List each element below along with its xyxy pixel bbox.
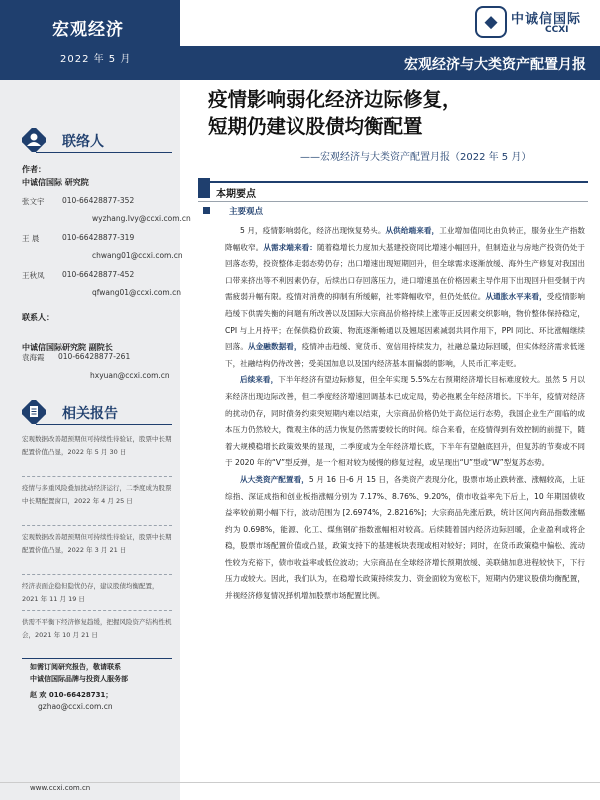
series-title: 宏观经济 [52, 20, 124, 40]
keypoints-rule [198, 181, 588, 183]
report-divider [22, 610, 172, 611]
report-divider [22, 476, 172, 477]
authors-org: 中诚信国际 研究院 [22, 178, 89, 187]
report-title [208, 86, 588, 140]
report-subtitle: ——宏观经济与大类资产配置月报（2022 年 5 月） [300, 152, 532, 163]
subscribe-divider [22, 658, 172, 659]
logo-mark-icon: ◆ [475, 6, 507, 38]
author-phone: 010-66428877-452 [62, 270, 135, 279]
paragraph-text: 随着稳增长力度加大基建投资同比增速小幅回升，但制造业与房地产投资仍处于回落态势，投资整体走弱态势仍存；出口增速出现短期回升，但全球需求逐渐放缓、海外生产修复对我国出口带来挤出等不利因素仍存，后续出口存回落压力，进口增速虽在价格因素主导作用下出现回升但受制于内需疲弱升幅有限。疫情对消费的抑制有所缓解，社零降幅收窄，但仍处低位。 [225, 242, 586, 302]
related-report-item[interactable]: 宏观数据改善超预期但可持续性待验证，股票中长期配置价值凸显，2022 年 5 月 30 日 [22, 435, 172, 456]
logo-en-text: CCXI [545, 25, 569, 35]
reports-icon [22, 400, 46, 424]
sidebar [0, 80, 191, 800]
paragraph-text: 疫情冲击趋缓、宽货币、宽信用持续发力，社融总量边际回暖，但实体经济需求低迷下，社融结构仍待改善；受美国加息以及国内经济基本面偏弱的影响，人民币汇率走贬。 [225, 342, 586, 368]
report-title-line1: 疫情影响弱化经济边际修复， [208, 88, 462, 111]
contact-label: 联系人： [22, 313, 54, 322]
website-link[interactable]: www.ccxi.com.cn [30, 784, 91, 792]
keypoints-divider [198, 201, 588, 202]
contact-email[interactable]: hxyuan@ccxi.com.cn [90, 371, 170, 380]
author-phone: 010-66428877-319 [62, 233, 135, 242]
subscribe-line2: 中诚信国际品牌与投资人服务部 [30, 675, 128, 683]
paragraph-text: 5 月，疫情影响弱化，经济出现恢复势头。 [240, 226, 386, 235]
company-logo [475, 6, 595, 40]
subscribe-email[interactable]: gzhao@ccxi.com.cn [38, 702, 113, 711]
author-name: 张文宇 [22, 197, 45, 206]
logo-cn-text: 中诚信国际 [511, 12, 582, 27]
keypoints-title: 本期要点 [216, 189, 256, 200]
paragraph-lead-phrase: 从需求端来看： [263, 242, 317, 252]
paragraph-outlook [225, 372, 585, 472]
square-bullet-icon [203, 207, 210, 214]
authors-label: 作者： [22, 165, 46, 174]
header-band [180, 46, 600, 80]
author-name: 王秋凤 [22, 271, 45, 280]
paragraph-lead-phrase: 从供给端来看， [385, 226, 440, 235]
main-points-label: 主要观点 [229, 207, 264, 217]
paragraph-lead-phrase: 后续来看， [240, 375, 279, 385]
keypoints-tab-marker [198, 178, 210, 198]
header-band-title: 宏观经济与大类资产配置月报 [404, 57, 586, 73]
report-title-line2: 短期仍建议股债均衡配置 [208, 115, 423, 138]
contacts-divider [36, 152, 172, 153]
header-series-panel [0, 0, 180, 80]
paragraph-lead-phrase: 从金融数据看， [247, 342, 302, 352]
related-report-item[interactable]: 经济表面企稳但隐忧仍存，建议股债均衡配置，2021 年 11 月 19 日 [22, 582, 159, 603]
report-date: 2022 年 5 月 [60, 54, 132, 65]
author-name: 王 晨 [22, 234, 40, 243]
paragraph-supply-demand [225, 223, 585, 372]
contacts-title: 联络人 [62, 134, 104, 150]
footer-rule [0, 782, 600, 783]
paragraph-text: 5 月 16 日-6 月 15 日，各类资产表现分化，股票市场止跌转涨、涨幅较高，上证综指、深证成指和创业板指涨幅分别为 7.17%、8.76%、9.20%，债市收益率先下后上，10 年期国债收益率较前期小幅下行，波动范围为 [2.6974%，2.8216%]；大宗商品先涨后跌，统计区间内商品指数涨幅约为 0.698%，能源、化工、煤焦钢矿指数涨幅相对较高。后续随着国内经济边际回暖，企业盈利或将企稳，股票市场配置价值或凸显，政策支持下的基建板块表现或相对较好；同时，在货币政策稳中偏松、流动性较为充裕下，债市收益率或低位波动；大宗商品在全球经济增长预期放缓、美联储加息进程较快下，下行压力或较大。因此，我们认为，在稳增长政策持续发力、资金面较为宽松下，短期内仍建议股债均衡配置，并视经济修复情况择机增加股票市场配置比例。 [225, 474, 585, 601]
author-email[interactable]: wyzhang.Ivy@ccxi.com.cn [92, 214, 191, 223]
contacts-icon [22, 128, 46, 152]
contact-phone: 010-66428877-261 [58, 352, 131, 361]
subscribe-line1: 如需订阅研究报告，敬请联系 [30, 663, 121, 671]
paragraph-text: 下半年经济有望边际修复，但全年实现 5.5%左右预期经济增长目标难度较大。虽然 5 月以来经济出现边际改善，但二季度经济增速回调基本已成定局，势必拖累全年经济增长。下半年，疫情对经济的扰动仍存，同时债务约束突短期内难以结束，大宗商品价格仍处于高位运行态势，我国企业生产面临的成本压力仍然较大，微观主体的活力恢复仍然需要较长的时间。综合来看，在疫情得到有效控制的前提下，随着大规模稳增长政策效果的显现，二季度或为全年经济增长底，下半年有望触底回升，但复苏的节奏或不同于 2020 年的“V”型反弹，是一个相对较为缓慢的修复过程，或呈现出“U”型或“W”型复苏态势。 [225, 375, 585, 468]
related-reports-title: 相关报告 [62, 406, 118, 422]
related-report-item[interactable]: 供需不平衡下经济修复趋缓，把握风险资产结构性机会，2021 年 10 月 21 日 [22, 618, 172, 639]
paragraph-lead-phrase: 从通胀水平来看， [485, 292, 547, 302]
related-reports-header [22, 400, 172, 426]
subscribe-contact: 赵 欢 010-66428731； [30, 691, 113, 699]
paragraph-text: 工业增加值同比由负转正，服务业生产指数降幅收窄。 [225, 226, 585, 252]
author-email[interactable]: qfwang01@ccxi.com.cn [92, 288, 181, 297]
keypoints-body [225, 223, 585, 605]
author-email[interactable]: chwang01@ccxi.com.cn [92, 251, 183, 260]
related-report-item[interactable]: 疫情与多重风险叠加扰动经济运行，二季度成为股票中长期配置窗口，2022 年 4 月 25 日 [22, 484, 172, 505]
related-divider [36, 424, 172, 425]
author-phone: 010-66428877-352 [62, 196, 135, 205]
report-divider [22, 525, 172, 526]
report-divider [22, 574, 172, 575]
paragraph-asset-allocation [225, 472, 585, 605]
contacts-header [22, 128, 172, 154]
paragraph-text: 受疫情影响趋缓下供需失衡的问题有所改善以及国际大宗商品价格持续上涨等正反因素交织影响，物价整体保持稳定，CPI 与上月持平；在保供稳价政策、物流逐渐畅通以及翘尾因素减弱共同作用下，PPI 同比、环比涨幅继续回落。 [225, 292, 586, 352]
paragraph-lead-phrase: 从大类资产配置看， [240, 474, 309, 484]
contact-org: 中诚信国际研究院 副院长 [22, 343, 113, 352]
related-report-item[interactable]: 宏观数据改善超预期但可持续性待验证，股票中长期配置价值凸显，2022 年 3 月 21 日 [22, 533, 172, 554]
contact-name: 袁海霞 [22, 353, 45, 362]
